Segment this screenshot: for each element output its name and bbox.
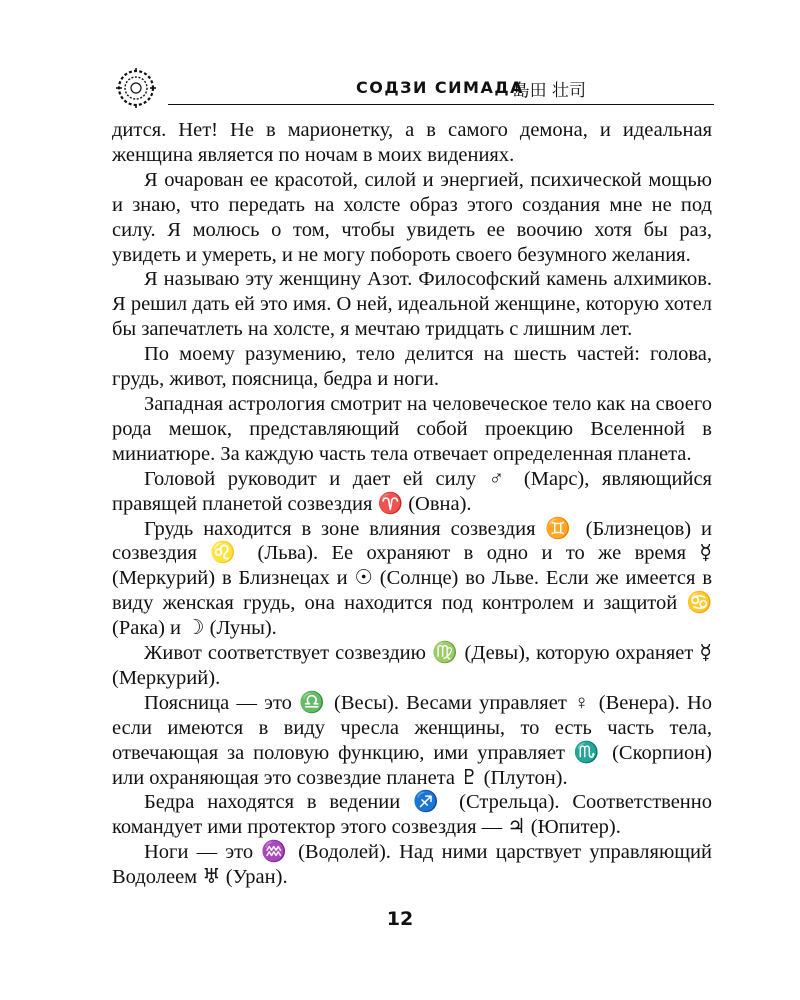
page-number: 12 bbox=[386, 908, 414, 930]
paragraph: По моему разумению, тело делится на шесть частей: голова, грудь, живот, поясница, бедра и ноги. bbox=[112, 343, 712, 391]
author-name-kanji: 島田 壮司 bbox=[512, 81, 586, 101]
author-name: СОДЗИ СИМАДА bbox=[356, 78, 524, 97]
running-header bbox=[112, 64, 714, 108]
paragraph: Живот соответствует созвездию ♍ (Девы), которую охраняет ☿ (Меркурий). bbox=[112, 642, 712, 689]
paragraph: Грудь находится в зоне влияния созвездия ♊ (Близнецов) и созвездия ♌ (Льва). Ее охраняют в одно и то же время ☿ (Меркурий) в Близнецах и ☉ (Солнце) во Льве. Если же имеется в виду женская грудь, она находится под контролем и защитой ♋ (Рака) и ☽ (Луны). bbox=[112, 517, 712, 640]
body-text bbox=[112, 118, 712, 890]
header-rule bbox=[168, 104, 714, 105]
paragraph: Западная астрология смотрит на человеческое тело как на своего рода мешок, представляющий собой проекцию Вселенной в миниатюре. За каждую часть тела отвечает определенная планета. bbox=[112, 392, 712, 465]
publisher-logo-icon bbox=[116, 68, 156, 108]
paragraph: Головой руководит и дает ей силу ♂ (Марс), являющийся правящей планетой созвездия ♈ (Овна). bbox=[112, 467, 712, 515]
paragraph: Бедра находятся в ведении ♐ (Стрельца). Соответственно командует ими протектор этого созвездия — ♃ (Юпитер). bbox=[112, 791, 712, 839]
paragraph: дится. Нет! Не в марионетку, а в самого демона, и идеальная женщина является по ночам в моих видениях. bbox=[112, 119, 712, 166]
paragraph: Я называю эту женщину Азот. Философский камень алхимиков. Я решил дать ей это имя. О ней, идеальной женщине, которую хотел бы запечатлеть на холсте, я мечтаю тридцать с лишним лет. bbox=[112, 268, 712, 341]
paragraph: Поясница — это ♎ (Весы). Весами управляет ♀ (Венера). Но если имеются в виду чресла женщины, то есть часть тела, отвечающая за половую функцию, ими управляет ♏ (Скорпион) или охраняющая это созвездие планета ♇ (Плутон). bbox=[112, 691, 712, 789]
paragraph: Ноги — это ♒ (Водолей). Над ними царствует управляющий Водолеем ♅ (Уран). bbox=[112, 841, 712, 889]
paragraph: Я очарован ее красотой, силой и энергией, психической мощью и знаю, что передать на холсте образ этого создания мне не под силу. Я молюсь о том, чтобы увидеть ее воочию хотя бы раз, увидеть и умереть, и не могу побороть своего безумного желания. bbox=[112, 168, 712, 266]
